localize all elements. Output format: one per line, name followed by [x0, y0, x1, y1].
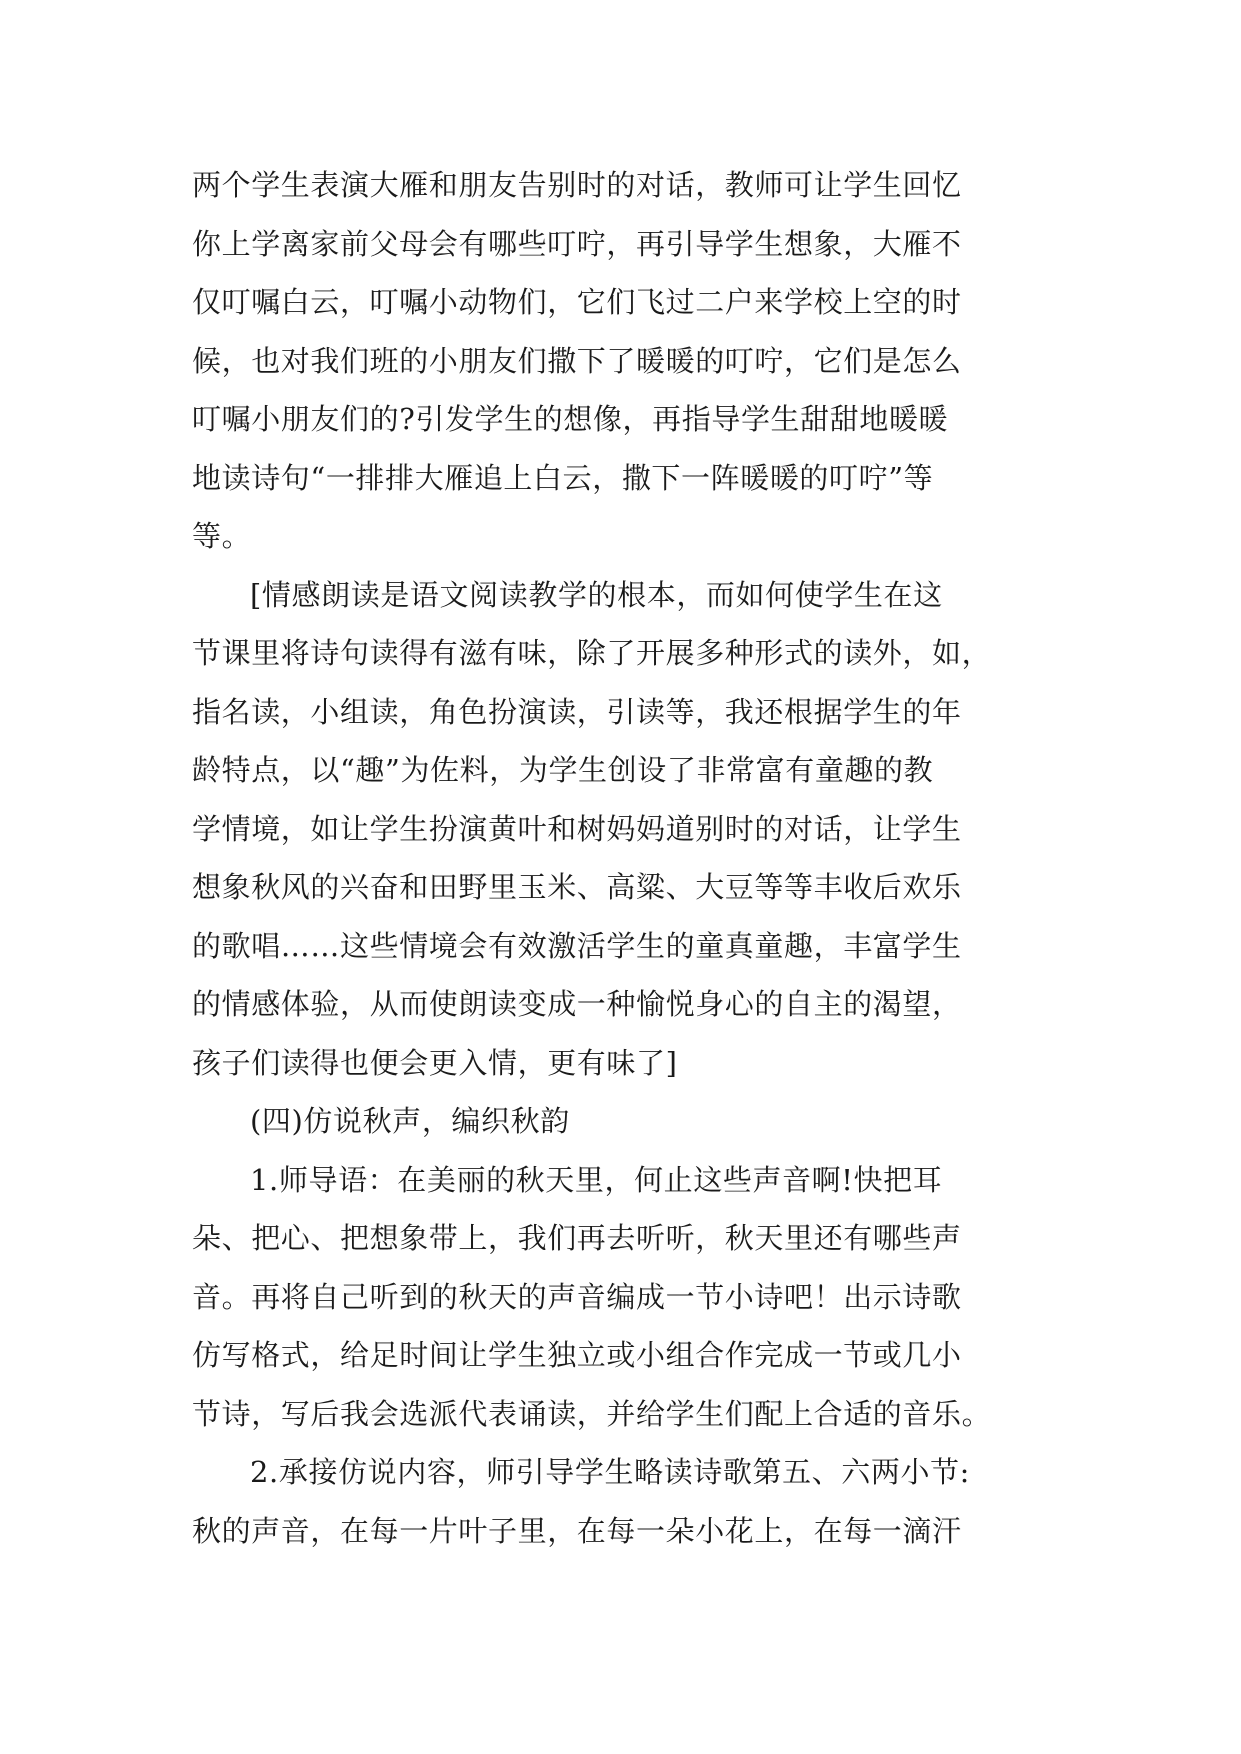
text-line: 候，也对我们班的小朋友们撒下了暖暖的叮咛，它们是怎么: [192, 343, 962, 378]
paragraph-first-line: 1.师导语：在美丽的秋天里，何止这些声音啊!快把耳: [250, 1162, 943, 1197]
text-line: 的歌唱……这些情境会有效激活学生的童真童趣，丰富学生: [192, 928, 962, 963]
text-line: 仅叮嘱白云，叮嘱小动物们，它们飞过二户来学校上空的时: [192, 285, 962, 319]
paragraph-first-line: 2.承接仿说内容，师引导学生略读诗歌第五、六两小节:: [250, 1455, 971, 1489]
text-line: 音。再将自己听到的秋天的声音编成一节小诗吧！出示诗歌: [192, 1279, 962, 1314]
text-line: 地读诗句“一排排大雁追上白云，撒下一阵暖暖的叮咛”等: [192, 460, 934, 495]
text-line: 朵、把心、把想象带上，我们再去听听，秋天里还有哪些声: [192, 1221, 962, 1255]
text-line: 秋的声音，在每一片叶子里，在每一朵小花上，在每一滴汗: [192, 1513, 962, 1548]
text-line: 学情境，如让学生扮演黄叶和树妈妈道别时的对话，让学生: [192, 811, 962, 846]
text-line: 等。: [192, 519, 252, 553]
text-line: 你上学离家前父母会有哪些叮咛，再引导学生想象，大雁不: [192, 226, 962, 261]
text-line: 孩子们读得也便会更入情，更有味了]: [192, 1045, 678, 1080]
text-line: 仿写格式，给足时间让学生独立或小组合作完成一节或几小: [192, 1338, 962, 1372]
text-line: 的情感体验，从而使朗读变成一种愉悦身心的自主的渴望，: [192, 987, 962, 1021]
text-line: 节诗，写后我会选派代表诵读，并给学生们配上合适的音乐。: [192, 1396, 992, 1431]
text-line: 指名读，小组读，角色扮演读，引读等，我还根据学生的年: [192, 694, 962, 729]
section-heading: (四)仿说秋声，编织秋韵: [250, 1104, 570, 1138]
paragraph-first-line: [情感朗读是语文阅读教学的根本，而如何使学生在这: [250, 577, 943, 612]
text-line: 节课里将诗句读得有滋有味，除了开展多种形式的读外，如，: [192, 636, 992, 670]
document-body: [192, 156, 1052, 1560]
text-line: 叮嘱小朋友们的?引发学生的想像，再指导学生甜甜地暖暖: [192, 402, 949, 436]
text-line: 想象秋风的兴奋和田野里玉米、高粱、大豆等等丰收后欢乐: [192, 870, 962, 904]
text-line: 龄特点，以“趣”为佐料，为学生创设了非常富有童趣的教: [192, 753, 934, 787]
text-line: 两个学生表演大雁和朋友告别时的对话，教师可让学生回忆: [192, 168, 962, 202]
